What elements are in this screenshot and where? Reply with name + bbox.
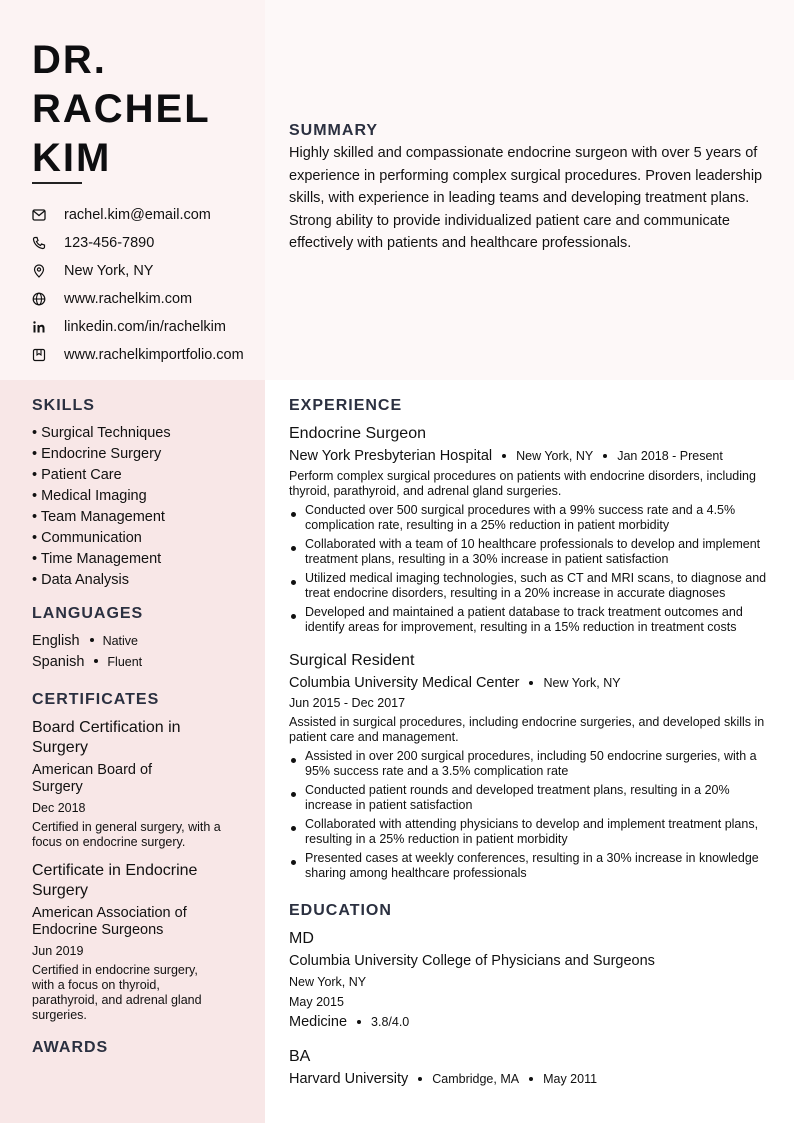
- job-organization: New York Presbyterian Hospital: [289, 448, 493, 464]
- certificate-org: American Board of Surgery: [32, 762, 153, 795]
- separator-dot: [529, 681, 533, 685]
- contact-website[interactable]: [32, 285, 244, 313]
- school-location: New York, NY: [289, 975, 367, 989]
- job-dates: Jun 2015 - Dec 2017: [289, 696, 406, 710]
- school-location: Cambridge, MA: [432, 1072, 520, 1086]
- certificates-heading: CERTIFICATES: [32, 691, 160, 708]
- language-item: [32, 632, 138, 650]
- linkedin-text: linkedin.com/in/rachelkim: [64, 319, 226, 335]
- job-bullet: Assisted in over 200 surgical procedures, including 50 endocrine surgeries, with a 95% success rate and a 3.5% complication rate: [289, 749, 773, 779]
- job-bullet: Presented cases at weekly conferences, resulting in a 30% increase in knowledge sharing among healthcare professionals: [289, 851, 773, 881]
- field-row: [289, 1014, 409, 1030]
- certificate-title: Board Certification in Surgery: [32, 719, 181, 756]
- gpa: 3.8/4.0: [371, 1015, 410, 1029]
- certificate-desc: Certified in endocrine surgery, with a focus on thyroid, parathyroid, and adrenal gland surgeries.: [32, 963, 202, 1022]
- school-name: Harvard University: [289, 1071, 409, 1087]
- skills-list: [32, 423, 171, 591]
- job-bullet: Conducted over 500 surgical procedures with a 99% success rate and a 4.5% complication rate, resulting in a 25% reduction in patient morbidity: [289, 503, 773, 533]
- education-heading: EDUCATION: [289, 902, 392, 919]
- language-level: Native: [102, 634, 138, 648]
- contact-phone[interactable]: [32, 229, 244, 257]
- skill-item: • Time Management: [32, 551, 162, 567]
- experience-heading: EXPERIENCE: [289, 397, 403, 414]
- summary-heading: SUMMARY: [289, 122, 379, 139]
- job-bullets: [289, 749, 773, 885]
- name-line-3: KIM: [32, 136, 112, 180]
- portfolio-icon: [32, 343, 56, 367]
- degree-title: MD: [289, 930, 314, 947]
- language-name: Spanish: [32, 654, 85, 670]
- globe-icon: [32, 287, 56, 311]
- portfolio-text: www.rachelkimportfolio.com: [64, 347, 244, 363]
- separator-dot: [90, 638, 94, 642]
- job-bullet: Collaborated with a team of 10 healthcare professionals to develop and implement treatment plans, resulting in a 30% increase in patient satisfaction: [289, 537, 773, 567]
- certificate-item: [32, 718, 221, 850]
- job-bullet: Collaborated with attending physicians to develop and implement treatment plans, resulting in a 25% reduction in patient morbidity: [289, 817, 773, 847]
- language-level: Fluent: [107, 655, 143, 669]
- contact-list: [32, 201, 244, 369]
- certificate-title: Certificate in Endocrine Surgery: [32, 862, 198, 899]
- location-text: New York, NY: [64, 263, 154, 279]
- separator-dot: [418, 1077, 422, 1081]
- school-row: [289, 953, 655, 969]
- contact-location: [32, 257, 244, 285]
- website-text: www.rachelkim.com: [64, 291, 193, 307]
- name-line-2: RACHEL: [32, 87, 211, 131]
- certificate-date: Dec 2018: [32, 801, 86, 815]
- separator-dot: [94, 659, 98, 663]
- job-organization: Columbia University Medical Center: [289, 675, 520, 691]
- field-of-study: Medicine: [289, 1014, 348, 1030]
- certificate-item: [32, 861, 232, 1023]
- linkedin-icon: [32, 315, 56, 339]
- skill-item: • Data Analysis: [32, 572, 129, 588]
- graduation-date: May 2011: [543, 1072, 598, 1086]
- separator-dot: [603, 454, 607, 458]
- job-meta: [289, 448, 723, 464]
- mail-icon: [32, 203, 56, 227]
- candidate-name: [32, 36, 211, 183]
- contact-linkedin[interactable]: [32, 313, 244, 341]
- job-dates: Jan 2018 - Present: [617, 449, 723, 463]
- school-name: Columbia University College of Physicians and Surgeons: [289, 953, 655, 969]
- graduation-date: May 2015: [289, 995, 344, 1009]
- summary-text: Highly skilled and compassionate endocrine surgeon with over 5 years of experience in performing complex surgical procedures. Proven leadership skills, with experience in leading teams and developing treatment plans. Strong ability to provide individualized patient care and communicate effectively with patients and healthcare professionals.: [289, 145, 763, 252]
- skill-item: • Patient Care: [32, 467, 122, 483]
- job-title: Surgical Resident: [289, 652, 415, 669]
- job-meta: [289, 675, 621, 691]
- school-row: [289, 1071, 597, 1087]
- certificate-org: American Association of Endocrine Surgeons: [32, 905, 187, 938]
- awards-heading: AWARDS: [32, 1039, 109, 1056]
- phone-text: 123-456-7890: [64, 235, 155, 251]
- job-bullet: Developed and maintained a patient database to track treatment outcomes and identify areas for improvement, resulting in a 15% reduction in treatment costs: [289, 605, 773, 635]
- job-description: Perform complex surgical procedures on patients with endocrine disorders, including thyroid, parathyroid, and adrenal gland surgeries.: [289, 469, 756, 498]
- job-bullet: Conducted patient rounds and developed treatment plans, resulting in a 20% increase in patient satisfaction: [289, 783, 773, 813]
- job-bullet: Utilized medical imaging technologies, such as CT and MRI scans, to diagnose and treat endocrine disorders, resulting in a 20% increase in accurate diagnoses: [289, 571, 773, 601]
- skill-item: • Medical Imaging: [32, 488, 147, 504]
- language-item: [32, 653, 142, 671]
- contact-portfolio[interactable]: [32, 341, 244, 369]
- job-description: Assisted in surgical procedures, including endocrine surgeries, and developed skills in patient care and management.: [289, 715, 765, 744]
- skill-item: • Endocrine Surgery: [32, 446, 162, 462]
- separator-dot: [529, 1077, 533, 1081]
- phone-icon: [32, 231, 56, 255]
- name-divider: [32, 182, 82, 184]
- job-bullets: [289, 503, 773, 639]
- skill-item: • Surgical Techniques: [32, 425, 171, 441]
- separator-dot: [502, 454, 506, 458]
- language-name: English: [32, 633, 80, 649]
- certificate-desc: Certified in general surgery, with a focus on endocrine surgery.: [32, 820, 221, 849]
- job-title: Endocrine Surgeon: [289, 425, 426, 442]
- certificate-date: Jun 2019: [32, 944, 84, 958]
- skill-item: • Communication: [32, 530, 142, 546]
- name-line-1: DR.: [32, 38, 107, 82]
- contact-email[interactable]: [32, 201, 244, 229]
- job-location: New York, NY: [516, 449, 594, 463]
- degree-title: BA: [289, 1048, 311, 1065]
- languages-heading: LANGUAGES: [32, 605, 144, 622]
- job-location: New York, NY: [543, 676, 621, 690]
- email-text: rachel.kim@email.com: [64, 207, 211, 223]
- separator-dot: [357, 1020, 361, 1024]
- skill-item: • Team Management: [32, 509, 165, 525]
- skills-heading: SKILLS: [32, 397, 95, 414]
- map-pin-icon: [32, 259, 56, 283]
